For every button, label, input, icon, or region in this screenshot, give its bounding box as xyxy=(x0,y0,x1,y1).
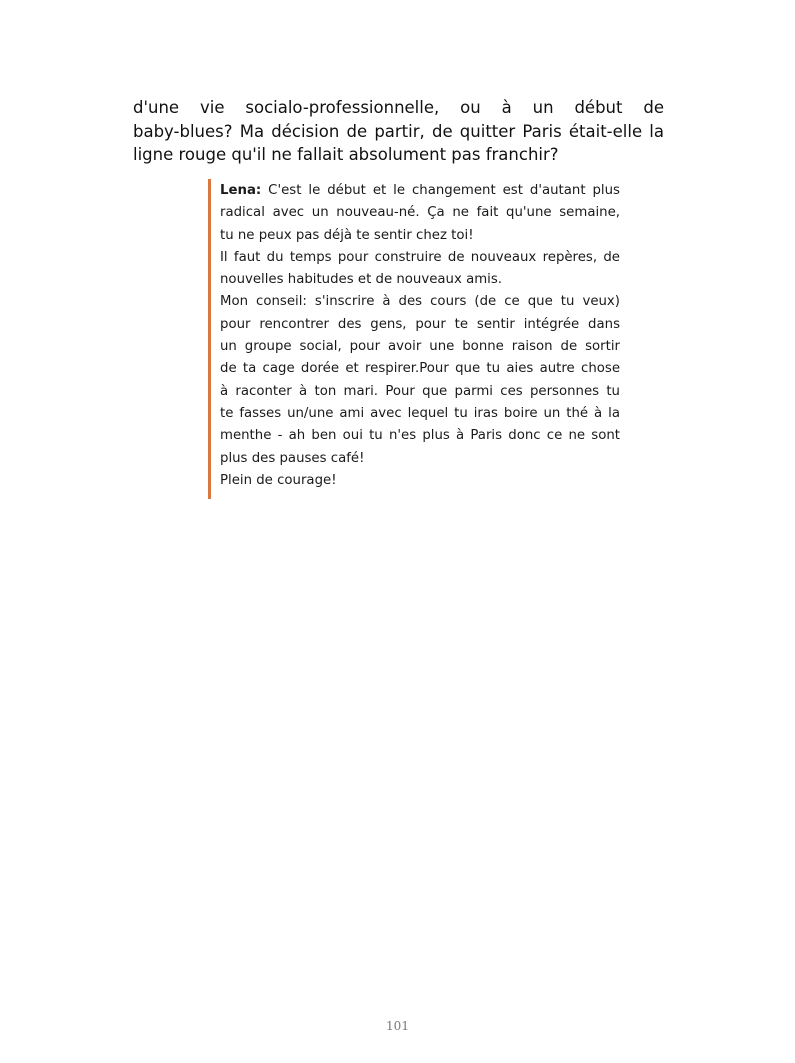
reply-line: à raconter à ton mari. Pour que parmi ces personnes tu xyxy=(220,383,620,399)
reply-line: Mon conseil: s'inscrire à des cours (de ce que tu veux) xyxy=(220,294,620,310)
reply-line: Il faut du temps pour construire de nouveaux repères, de xyxy=(220,249,620,265)
reply-line: radical avec un nouveau-né. Ça ne fait qu'une semaine, xyxy=(220,205,620,221)
reply-text xyxy=(220,179,620,492)
reply-author: Lena: xyxy=(220,183,262,198)
reply-line: un groupe social, pour avoir une bonne raison de sortir xyxy=(220,339,620,355)
intro-line: baby-blues? Ma décision de partir, de quitter Paris était-elle la xyxy=(133,121,664,141)
reply-line: pour rencontrer des gens, pour te sentir intégrée dans xyxy=(220,316,620,332)
reply-line: de ta cage dorée et respirer.Pour que tu aies autre chose xyxy=(220,361,620,377)
page-number: 101 xyxy=(386,1019,409,1033)
intro-line: ligne rouge qu'il ne fallait absolument pas franchir? xyxy=(133,145,559,164)
reply-line: menthe - ah ben oui tu n'es plus à Paris donc ce ne sont xyxy=(220,428,620,444)
reply-line: plus des pauses café! xyxy=(220,450,365,466)
reply-line: te fasses un/une ami avec lequel tu iras boire un thé à la xyxy=(220,405,620,421)
intro-paragraph xyxy=(133,96,664,167)
reply-line: tu ne peux pas déjà te sentir chez toi! xyxy=(220,227,474,243)
reply-line xyxy=(220,180,620,202)
reply-line-text: C'est le début et le changement est d'autant plus xyxy=(261,183,620,198)
reply-quote-block xyxy=(208,179,620,499)
intro-line: d'une vie socialo-professionnelle, ou à un début de xyxy=(133,98,664,117)
reply-line: nouvelles habitudes et de nouveaux amis. xyxy=(220,272,503,288)
reply-line: Plein de courage! xyxy=(220,472,337,488)
